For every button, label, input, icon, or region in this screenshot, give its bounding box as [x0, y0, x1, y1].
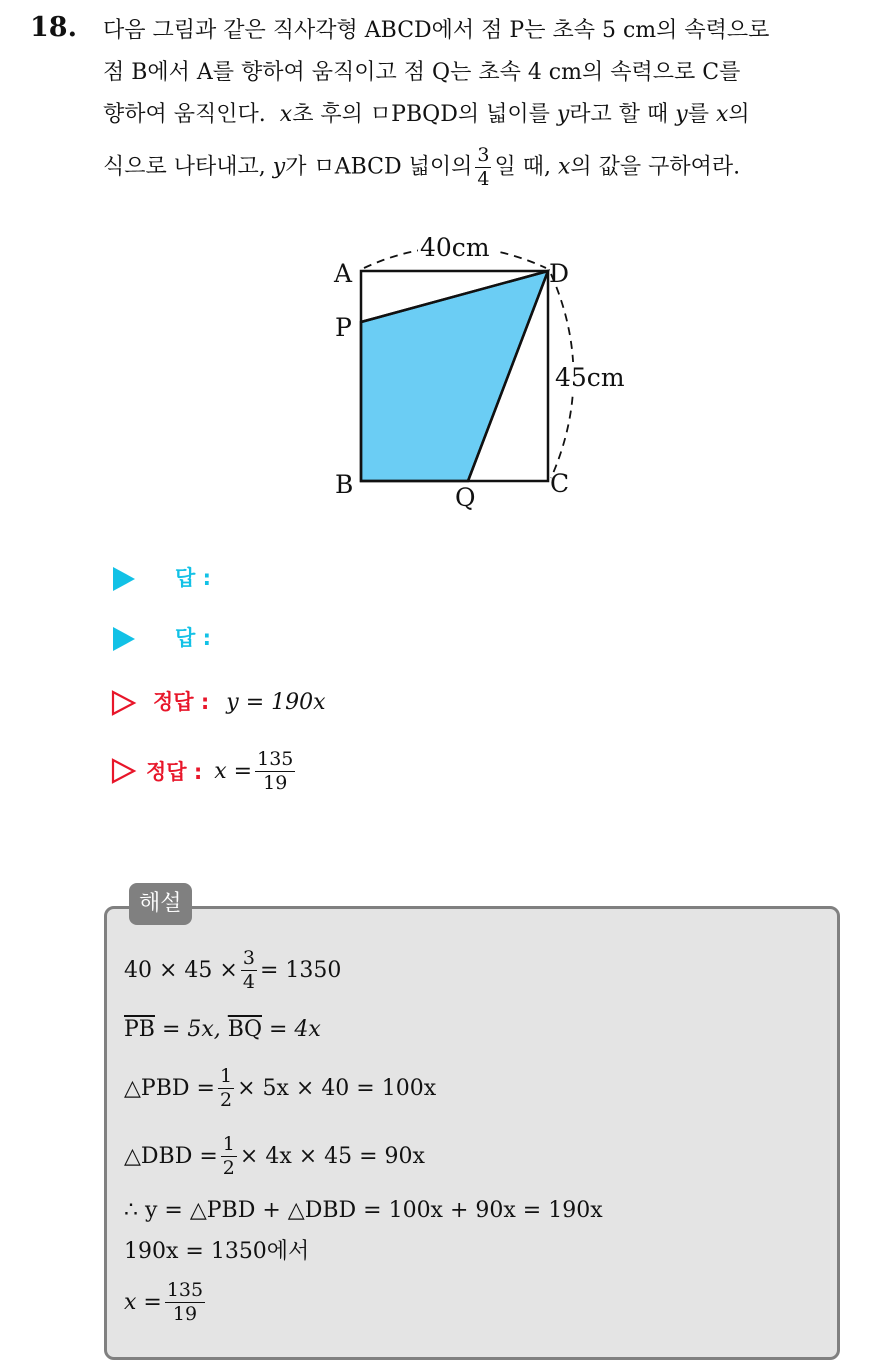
solution-line-7	[124, 1268, 603, 1336]
quadrilateral-pbqd	[361, 271, 548, 481]
frac-num: 135	[166, 1278, 204, 1301]
solution-line-1	[124, 936, 603, 1004]
line3-text-f: 를	[687, 102, 709, 127]
answer-label-1: 답 :	[175, 566, 211, 590]
answer-blank-1	[110, 562, 211, 602]
sol4-rhs: × 4x × 45 = 90x	[239, 1143, 425, 1169]
fraction-135-19	[255, 747, 295, 794]
label-q: Q	[455, 483, 476, 512]
frac-num: 1	[219, 1064, 233, 1087]
line3-start: 향하여 움직인다.	[103, 102, 266, 127]
correct-value-1: y = 190x	[226, 690, 326, 715]
segment-bq: $\overline{BQ}$	[227, 1016, 262, 1042]
var-y: y	[556, 102, 570, 127]
frac-den: 4	[242, 970, 255, 993]
line4-text-b: 가 ㅁABCD 넓이의	[285, 154, 473, 180]
correct-answer-1	[110, 686, 326, 726]
play-icon	[110, 565, 138, 593]
var-x: x	[279, 102, 293, 127]
sol2-mid: = 5x,	[154, 1016, 228, 1042]
sol1-rhs: = 1350	[259, 957, 342, 983]
sol6: 190x = 1350에서	[124, 1238, 310, 1264]
play-icon	[110, 625, 138, 653]
line4-text-c: 일 때,	[494, 154, 551, 180]
rectangle-diagram	[0, 0, 884, 540]
segment-pb: $\overline{PB}$	[124, 1016, 155, 1042]
var-y: y	[272, 154, 286, 180]
line4-start: 식으로 나타내고,	[103, 154, 266, 180]
solution-line-6	[124, 1230, 603, 1268]
outline-triangle-icon	[110, 757, 138, 785]
line3-text-b: 초 후의 ㅁPBQD의 넓이를	[292, 102, 550, 127]
sol1-fraction	[241, 946, 257, 993]
frac-den: 2	[222, 1156, 235, 1179]
sol7-fraction	[165, 1278, 205, 1325]
solution-content	[124, 936, 603, 1336]
frac-num: 3	[477, 144, 490, 166]
label-d: D	[549, 259, 570, 288]
problem-number: 18.	[30, 12, 77, 43]
line4-text-e: 의 값을 구하여라.	[570, 154, 741, 180]
sol4-fraction	[221, 1132, 237, 1179]
label-a: A	[334, 259, 353, 288]
problem-line-2: 점 B에서 A를 향하여 움직이고 점 Q는 초속 4 cm의 속력으로 C를	[103, 60, 741, 85]
sol4-lhs: △DBD =	[124, 1143, 218, 1169]
solution-line-2	[124, 1004, 603, 1054]
correct-answer-2	[110, 740, 298, 802]
label-height: 45cm	[555, 363, 625, 392]
answer-label-2: 답 :	[175, 626, 211, 650]
frac-den: 2	[219, 1088, 233, 1111]
answer-blank-2	[110, 622, 211, 662]
label-c: C	[550, 469, 570, 498]
sol7-lhs: x =	[124, 1289, 162, 1315]
var-x: x	[715, 102, 729, 127]
sol3-rhs: × 5x × 40 = 100x	[237, 1075, 437, 1101]
solution-tag: 해설	[129, 883, 192, 925]
sol2-end: = 4x	[262, 1016, 321, 1042]
frac-den: 19	[172, 1302, 198, 1325]
solution-line-3	[124, 1054, 603, 1122]
line3-text-h: 의	[728, 102, 750, 127]
line3-text-d: 라고 할 때	[569, 102, 669, 127]
correct-label-2: 정답 :	[146, 760, 203, 784]
sol3-fraction	[218, 1064, 234, 1111]
frac-den: 4	[477, 168, 490, 190]
frac-den: 19	[263, 771, 288, 794]
sol3-lhs: △PBD =	[124, 1075, 215, 1101]
sol5: ∴ y = △PBD + △DBD = 100x + 90x = 190x	[124, 1197, 603, 1223]
outline-triangle-icon	[110, 689, 138, 717]
frac-num: 135	[257, 747, 294, 770]
solution-line-5	[124, 1190, 603, 1230]
sol1-lhs: 40 × 45 ×	[124, 957, 238, 983]
solution-line-4	[124, 1122, 603, 1190]
problem-line-1: 다음 그림과 같은 직사각형 ABCD에서 점 P는 초속 5 cm의 속력으로	[103, 18, 770, 43]
frac-num: 3	[242, 946, 255, 969]
label-b: B	[335, 470, 354, 499]
correct-value-2-lhs: x =	[214, 758, 253, 784]
var-x: x	[557, 154, 571, 180]
label-width: 40cm	[420, 233, 490, 262]
frac-num: 1	[222, 1132, 235, 1155]
var-y: y	[675, 102, 688, 127]
correct-label-1: 정답 :	[153, 690, 210, 714]
label-p: P	[335, 313, 352, 342]
